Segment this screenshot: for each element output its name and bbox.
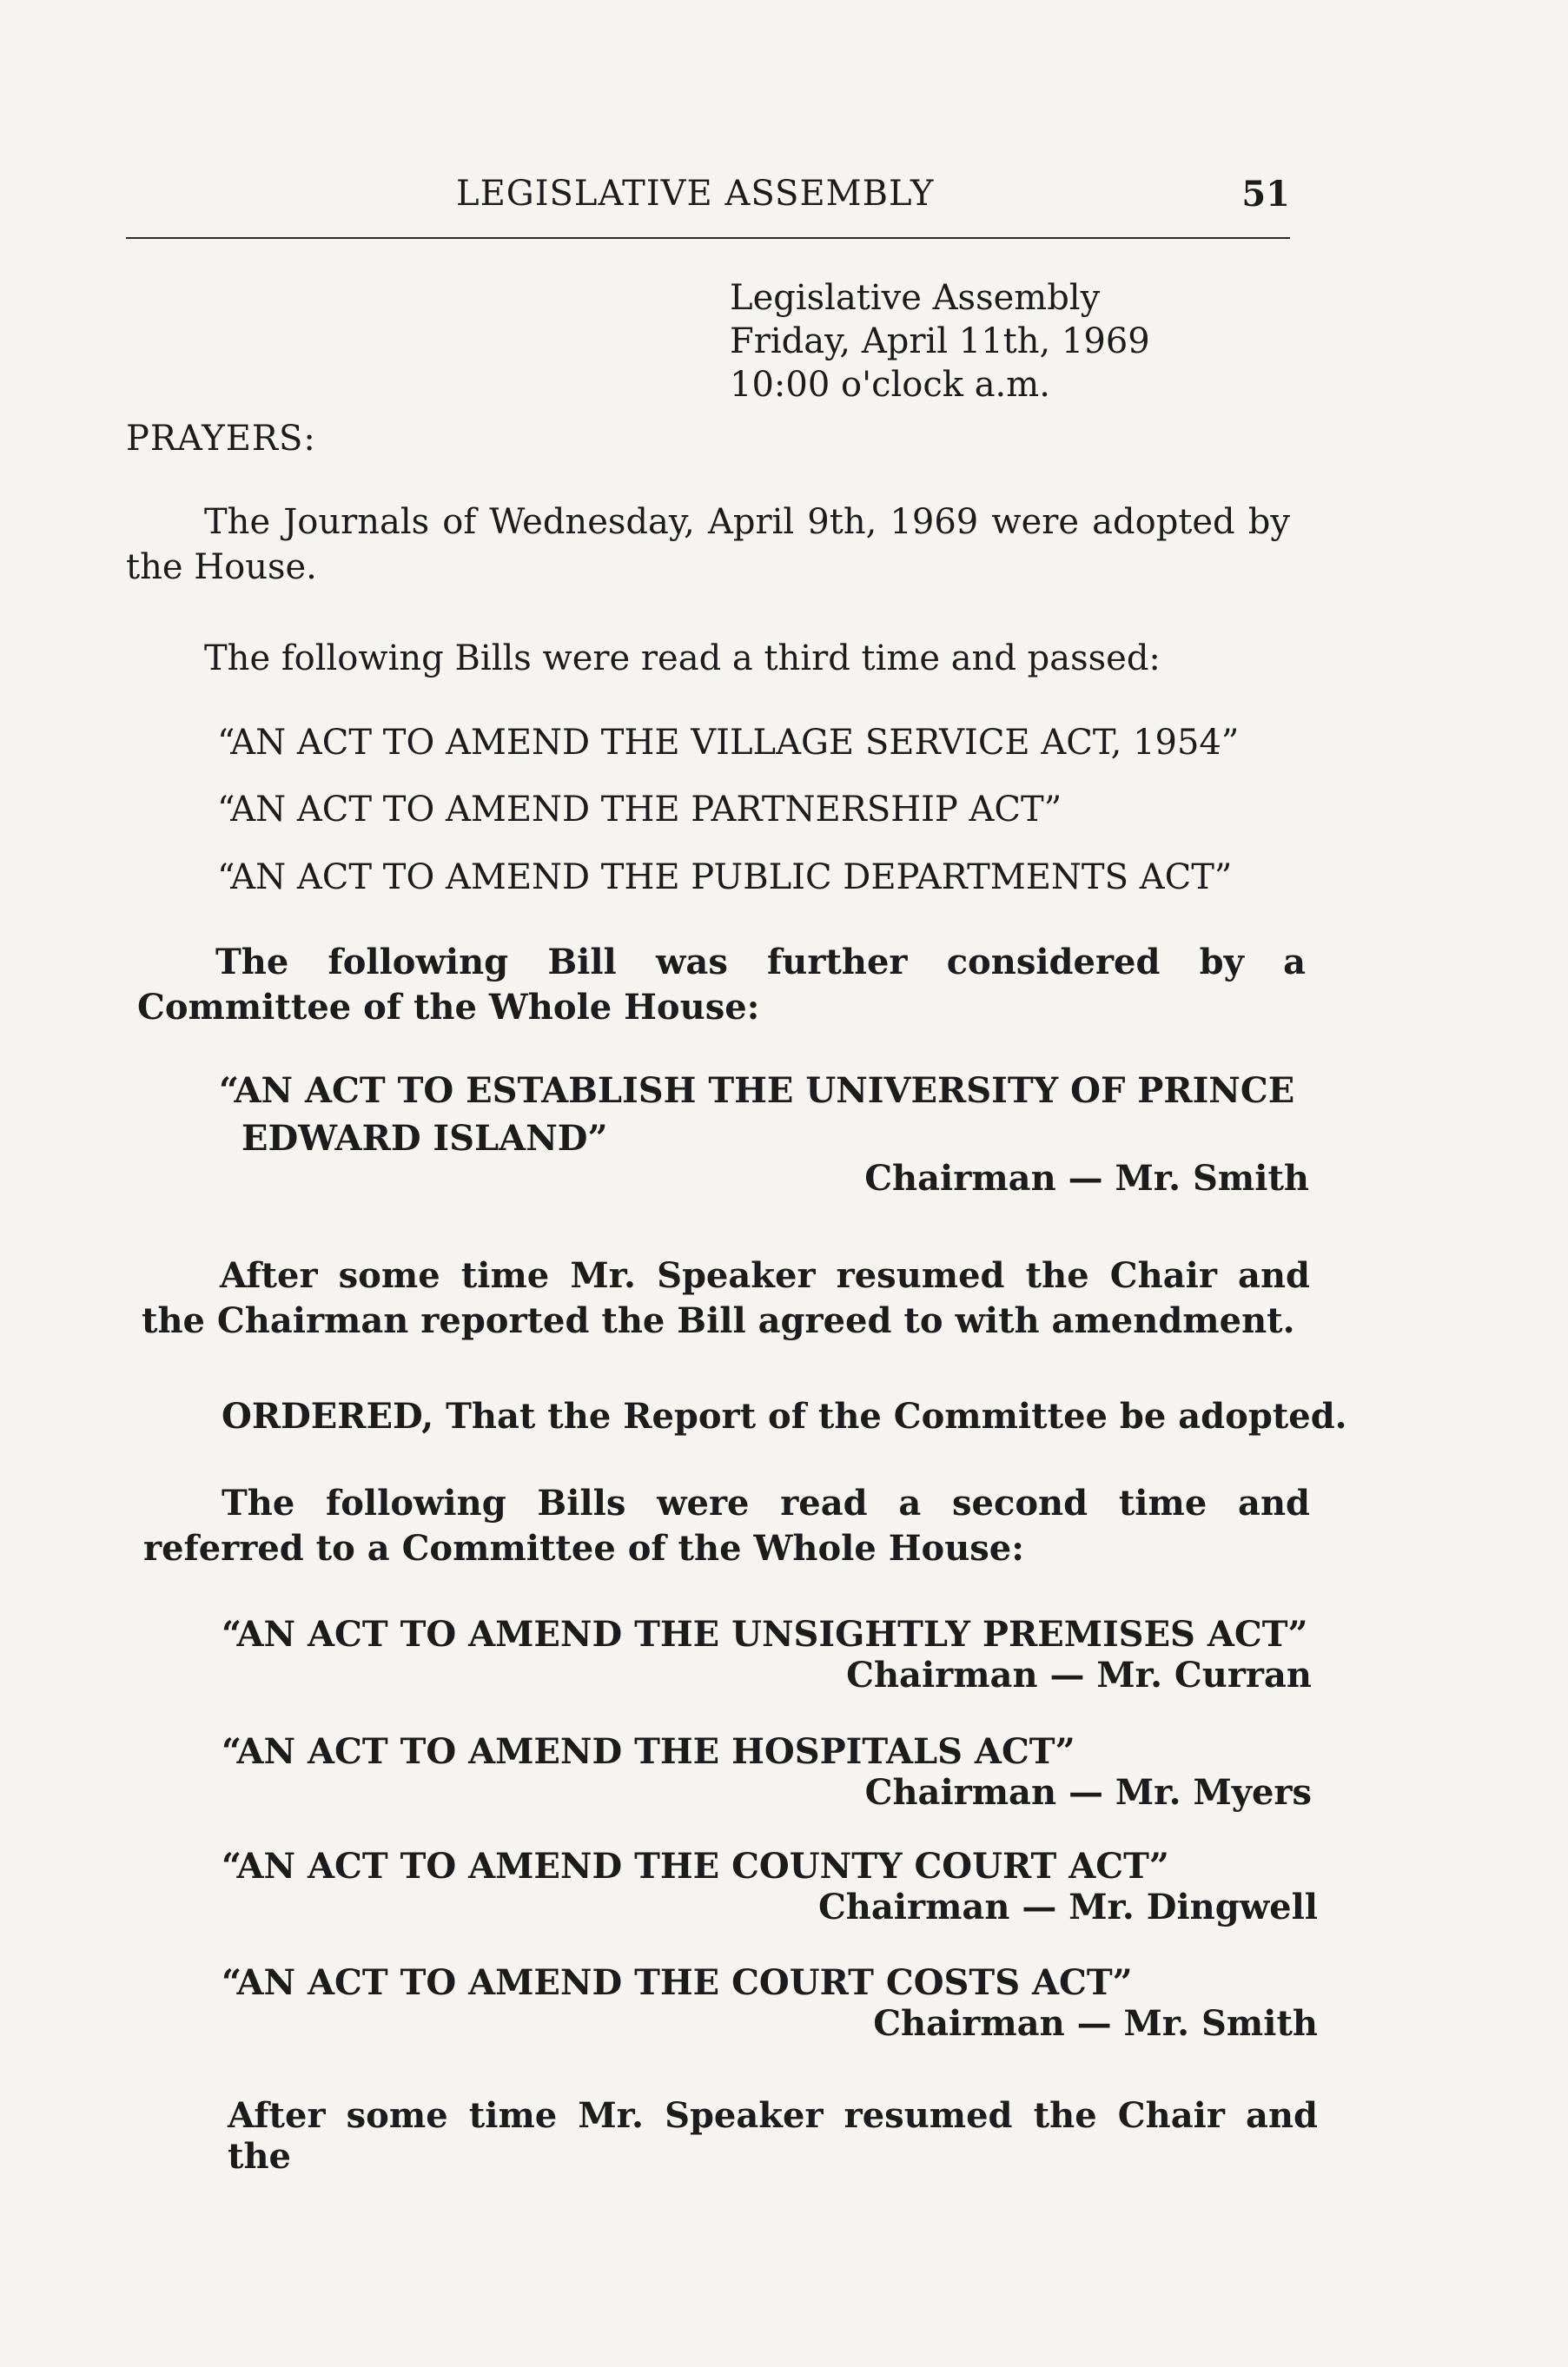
running-title: LEGISLATIVE ASSEMBLY [456,174,935,214]
chairman-myers: Chairman — Mr. Myers [864,1772,1312,1813]
bill-partnership: “AN ACT TO AMEND THE PARTNERSHIP ACT” [217,790,1062,830]
chairman-smith-court-costs: Chairman — Mr. Smith [873,2003,1318,2044]
chairman-curran: Chairman — Mr. Curran [846,1655,1312,1696]
committee-intro: The following Bill was further considered by a Committee of the Whole House: [137,942,1306,1028]
chairman-smith-university: Chairman — Mr. Smith [864,1158,1309,1199]
second-reading-intro: The following Bills were read a second time and referred to a Committee of the Whole House: [143,1483,1310,1569]
dateline-line1: Legislative Assembly [730,278,1101,318]
bill-public-departments: “AN ACT TO AMEND THE PUBLIC DEPARTMENTS ACT” [217,857,1233,897]
journals-paragraph: The Journals of Wednesday, April 9th, 1969 were adopted by the House. [126,502,1290,587]
bill-university-line1: “AN ACT TO ESTABLISH THE UNIVERSITY OF PRINCE [219,1070,1295,1111]
bill-court-costs: “AN ACT TO AMEND THE COURT COSTS ACT” [222,1962,1133,2003]
dateline-line2: Friday, April 11th, 1969 [730,321,1150,361]
running-header [126,174,1290,226]
closing-line: After some time Mr. Speaker resumed the Chair and the [228,2095,1318,2177]
third-reading-intro: The following Bills were read a third time and passed: [204,638,1161,678]
page-number: 51 [1241,174,1290,215]
chairman-dingwell: Chairman — Mr. Dingwell [817,1887,1318,1927]
prayers-heading: PRAYERS: [126,419,316,459]
after-some-time-paragraph: After some time Mr. Speaker resumed the Chair and the Chairman reported the Bill agreed to with amendment. [142,1255,1310,1341]
ordered-paragraph: ORDERED, That the Report of the Committee be adopted. [222,1396,1347,1437]
header-rule [126,237,1290,239]
bill-university-line2: EDWARD ISLAND” [241,1118,608,1159]
bill-county-court: “AN ACT TO AMEND THE COUNTY COURT ACT” [222,1846,1169,1887]
dateline-line3: 10:00 o'clock a.m. [730,365,1050,405]
bill-village-service: “AN ACT TO AMEND THE VILLAGE SERVICE ACT, 1954” [217,723,1240,763]
bill-hospitals: “AN ACT TO AMEND THE HOSPITALS ACT” [222,1731,1075,1772]
bill-unsightly-premises: “AN ACT TO AMEND THE UNSIGHTLY PREMISES ACT” [222,1614,1308,1655]
